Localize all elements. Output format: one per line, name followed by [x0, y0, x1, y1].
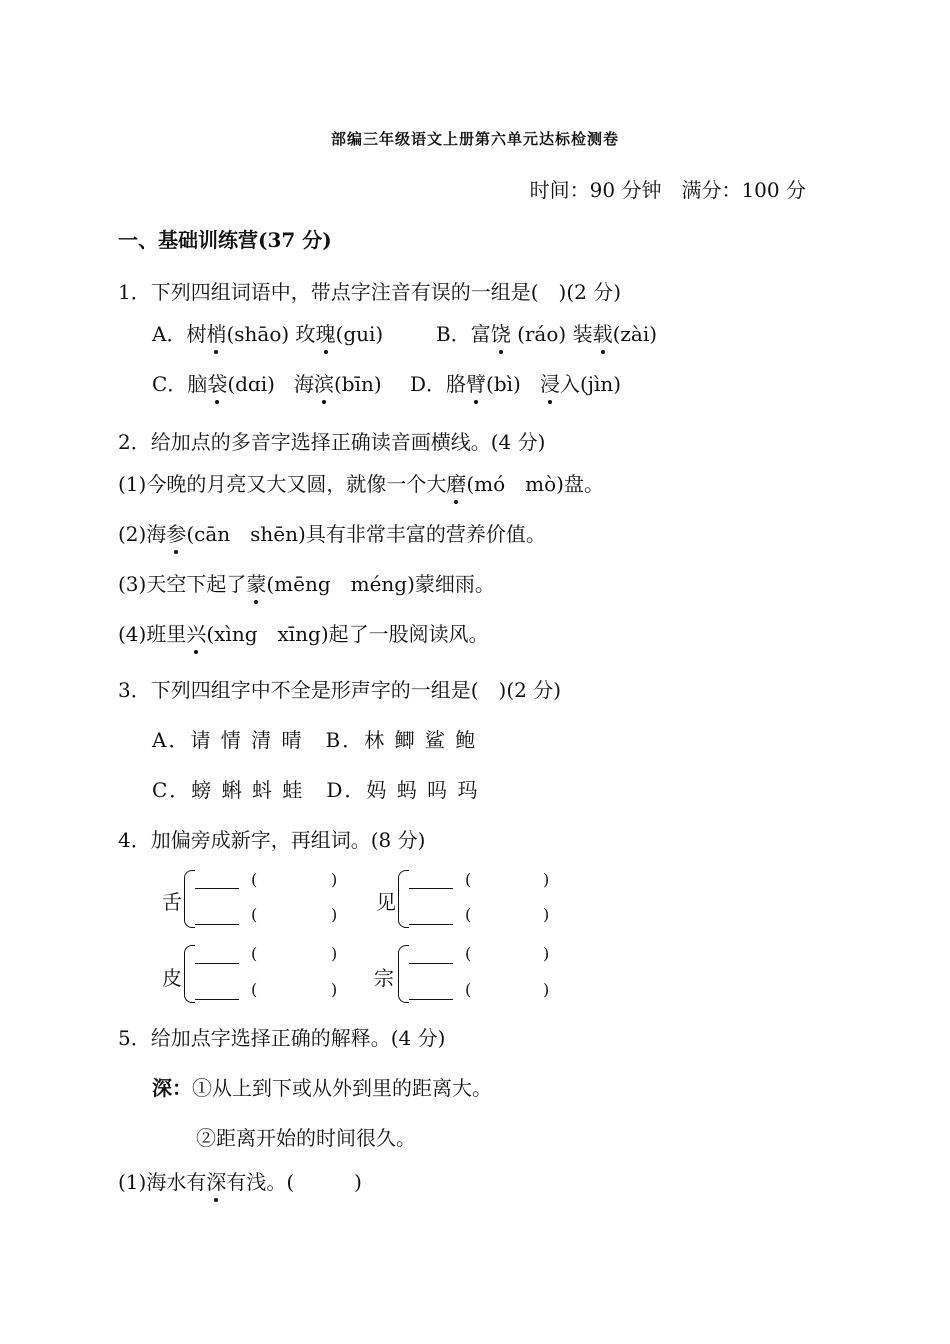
paren-open: (: [465, 944, 472, 963]
pinyin: (bīn): [334, 372, 382, 396]
brace: [184, 870, 195, 928]
question-2-stem: 2．给加点的多音字选择正确读音画横线。(4 分): [118, 430, 546, 454]
q5-definitions: [152, 1072, 492, 1101]
q2-item: [118, 468, 604, 497]
text: (4)班里: [118, 622, 187, 646]
dotted-char: 饶: [491, 318, 511, 347]
answer-blank[interactable]: [195, 999, 239, 1000]
option-label: D．: [410, 372, 447, 396]
q2-item: [118, 518, 546, 547]
definition-1: ①从上到下或从外到里的距离大。: [192, 1076, 492, 1100]
page-title: 部编三年级语文上册第六单元达标检测卷: [330, 130, 619, 148]
paren-close: ): [331, 870, 338, 889]
dotted-char: 深: [206, 1166, 226, 1195]
dotted-char: 载: [593, 318, 613, 347]
char: 装: [572, 322, 593, 346]
paren-open: (: [251, 944, 258, 963]
q2-item: [118, 618, 489, 647]
answer-blank[interactable]: [409, 963, 453, 964]
question-5-stem: 5．给加点字选择正确的解释。(4 分): [118, 1026, 446, 1050]
answer-blank[interactable]: [195, 888, 239, 889]
paren-open: (: [465, 905, 472, 924]
radical-base-char: 宗: [374, 966, 394, 990]
dotted-char: 梢: [206, 318, 226, 347]
answer-blank[interactable]: [409, 888, 453, 889]
exam-meta: 时间：90 分钟 满分：100 分: [529, 178, 806, 202]
paren-open: (: [465, 980, 472, 999]
radical-base-char: 舌: [162, 890, 182, 914]
paren-close: ): [543, 980, 550, 999]
q1-option-b: [436, 318, 657, 347]
pinyin: (dɑi): [227, 372, 275, 396]
paren-close: ): [543, 944, 550, 963]
dotted-char: 臂: [466, 368, 486, 397]
char: 玫: [295, 322, 316, 346]
text: 有浅。( ): [226, 1170, 362, 1194]
q2-item: [118, 568, 495, 597]
pinyin: (zài): [612, 322, 658, 346]
char: 脑: [187, 372, 208, 396]
paren-close: ): [543, 905, 550, 924]
paren-open: (: [251, 870, 258, 889]
paren-close: ): [543, 870, 550, 889]
char: 胳: [446, 372, 467, 396]
option-label: A．: [152, 322, 187, 346]
dotted-char: 磨: [446, 468, 466, 497]
q3-options-row2: C．螃 蝌 蚪 蛙 D．妈 蚂 吗 玛: [152, 778, 480, 802]
paren-open: (: [251, 905, 258, 924]
char: 树: [186, 322, 207, 346]
dotted-char: 瑰: [316, 318, 336, 347]
brace: [184, 945, 195, 1003]
text: (3)天空下起了: [118, 572, 247, 596]
paren-open: (: [465, 870, 472, 889]
answer-blank[interactable]: [409, 924, 453, 925]
text: (1)今晚的月亮又大又圆，就像一个大: [118, 472, 447, 496]
term: 深：: [152, 1076, 192, 1100]
dotted-char: 浸: [540, 368, 560, 397]
question-4-stem: 4．加偏旁成新字，再组词。(8 分): [118, 828, 426, 852]
dotted-char: 滨: [314, 368, 334, 397]
q5-item: [118, 1166, 362, 1195]
paren-close: ): [331, 944, 338, 963]
brace: [398, 945, 409, 1003]
brace: [398, 870, 409, 928]
paren-close: ): [331, 980, 338, 999]
answer-blank[interactable]: [195, 924, 239, 925]
question-1-stem: 1．下列四组词语中，带点字注音有误的一组是( )(2 分): [118, 280, 622, 304]
char: 富: [470, 322, 491, 346]
dotted-char: 参: [166, 518, 186, 547]
pinyin: (ráo): [517, 322, 567, 346]
q1-option-a: [152, 318, 383, 347]
text: (mēng méng)蒙细雨。: [266, 572, 495, 596]
text: (cān shēn)具有非常丰富的营养价值。: [186, 522, 546, 546]
paren-close: ): [331, 905, 338, 924]
text: (mó mò)盘。: [466, 472, 604, 496]
char: 入: [559, 372, 580, 396]
q1-option-d: [410, 368, 621, 397]
radical-base-char: 见: [376, 890, 396, 914]
text: (2)海: [118, 522, 167, 546]
pinyin: (bì): [486, 372, 521, 396]
text: (1)海水有: [118, 1170, 207, 1194]
option-label: B．: [436, 322, 471, 346]
char: 海: [294, 372, 314, 396]
pinyin: (jìn): [579, 372, 622, 396]
pinyin: (gui): [335, 322, 384, 346]
paren-open: (: [251, 980, 258, 999]
dotted-char: 蒙: [246, 568, 266, 597]
q1-option-c: [152, 368, 382, 397]
question-3-stem: 3．下列四组字中不全是形声字的一组是( )(2 分): [118, 678, 562, 702]
section-heading: 一、基础训练营(37 分): [118, 228, 332, 252]
answer-blank[interactable]: [409, 999, 453, 1000]
answer-blank[interactable]: [195, 963, 239, 964]
pinyin: (shāo): [226, 322, 290, 346]
text: (xìng xīng)起了一股阅读风。: [206, 622, 489, 646]
q3-options-row1: A．请 情 清 晴 B．林 鲫 鲨 鲍: [152, 728, 478, 752]
radical-base-char: 皮: [162, 966, 182, 990]
definition-2: ②距离开始的时间很久。: [196, 1126, 416, 1150]
option-label: C．: [152, 372, 188, 396]
dotted-char: 袋: [207, 368, 227, 397]
dotted-char: 兴: [186, 618, 206, 647]
